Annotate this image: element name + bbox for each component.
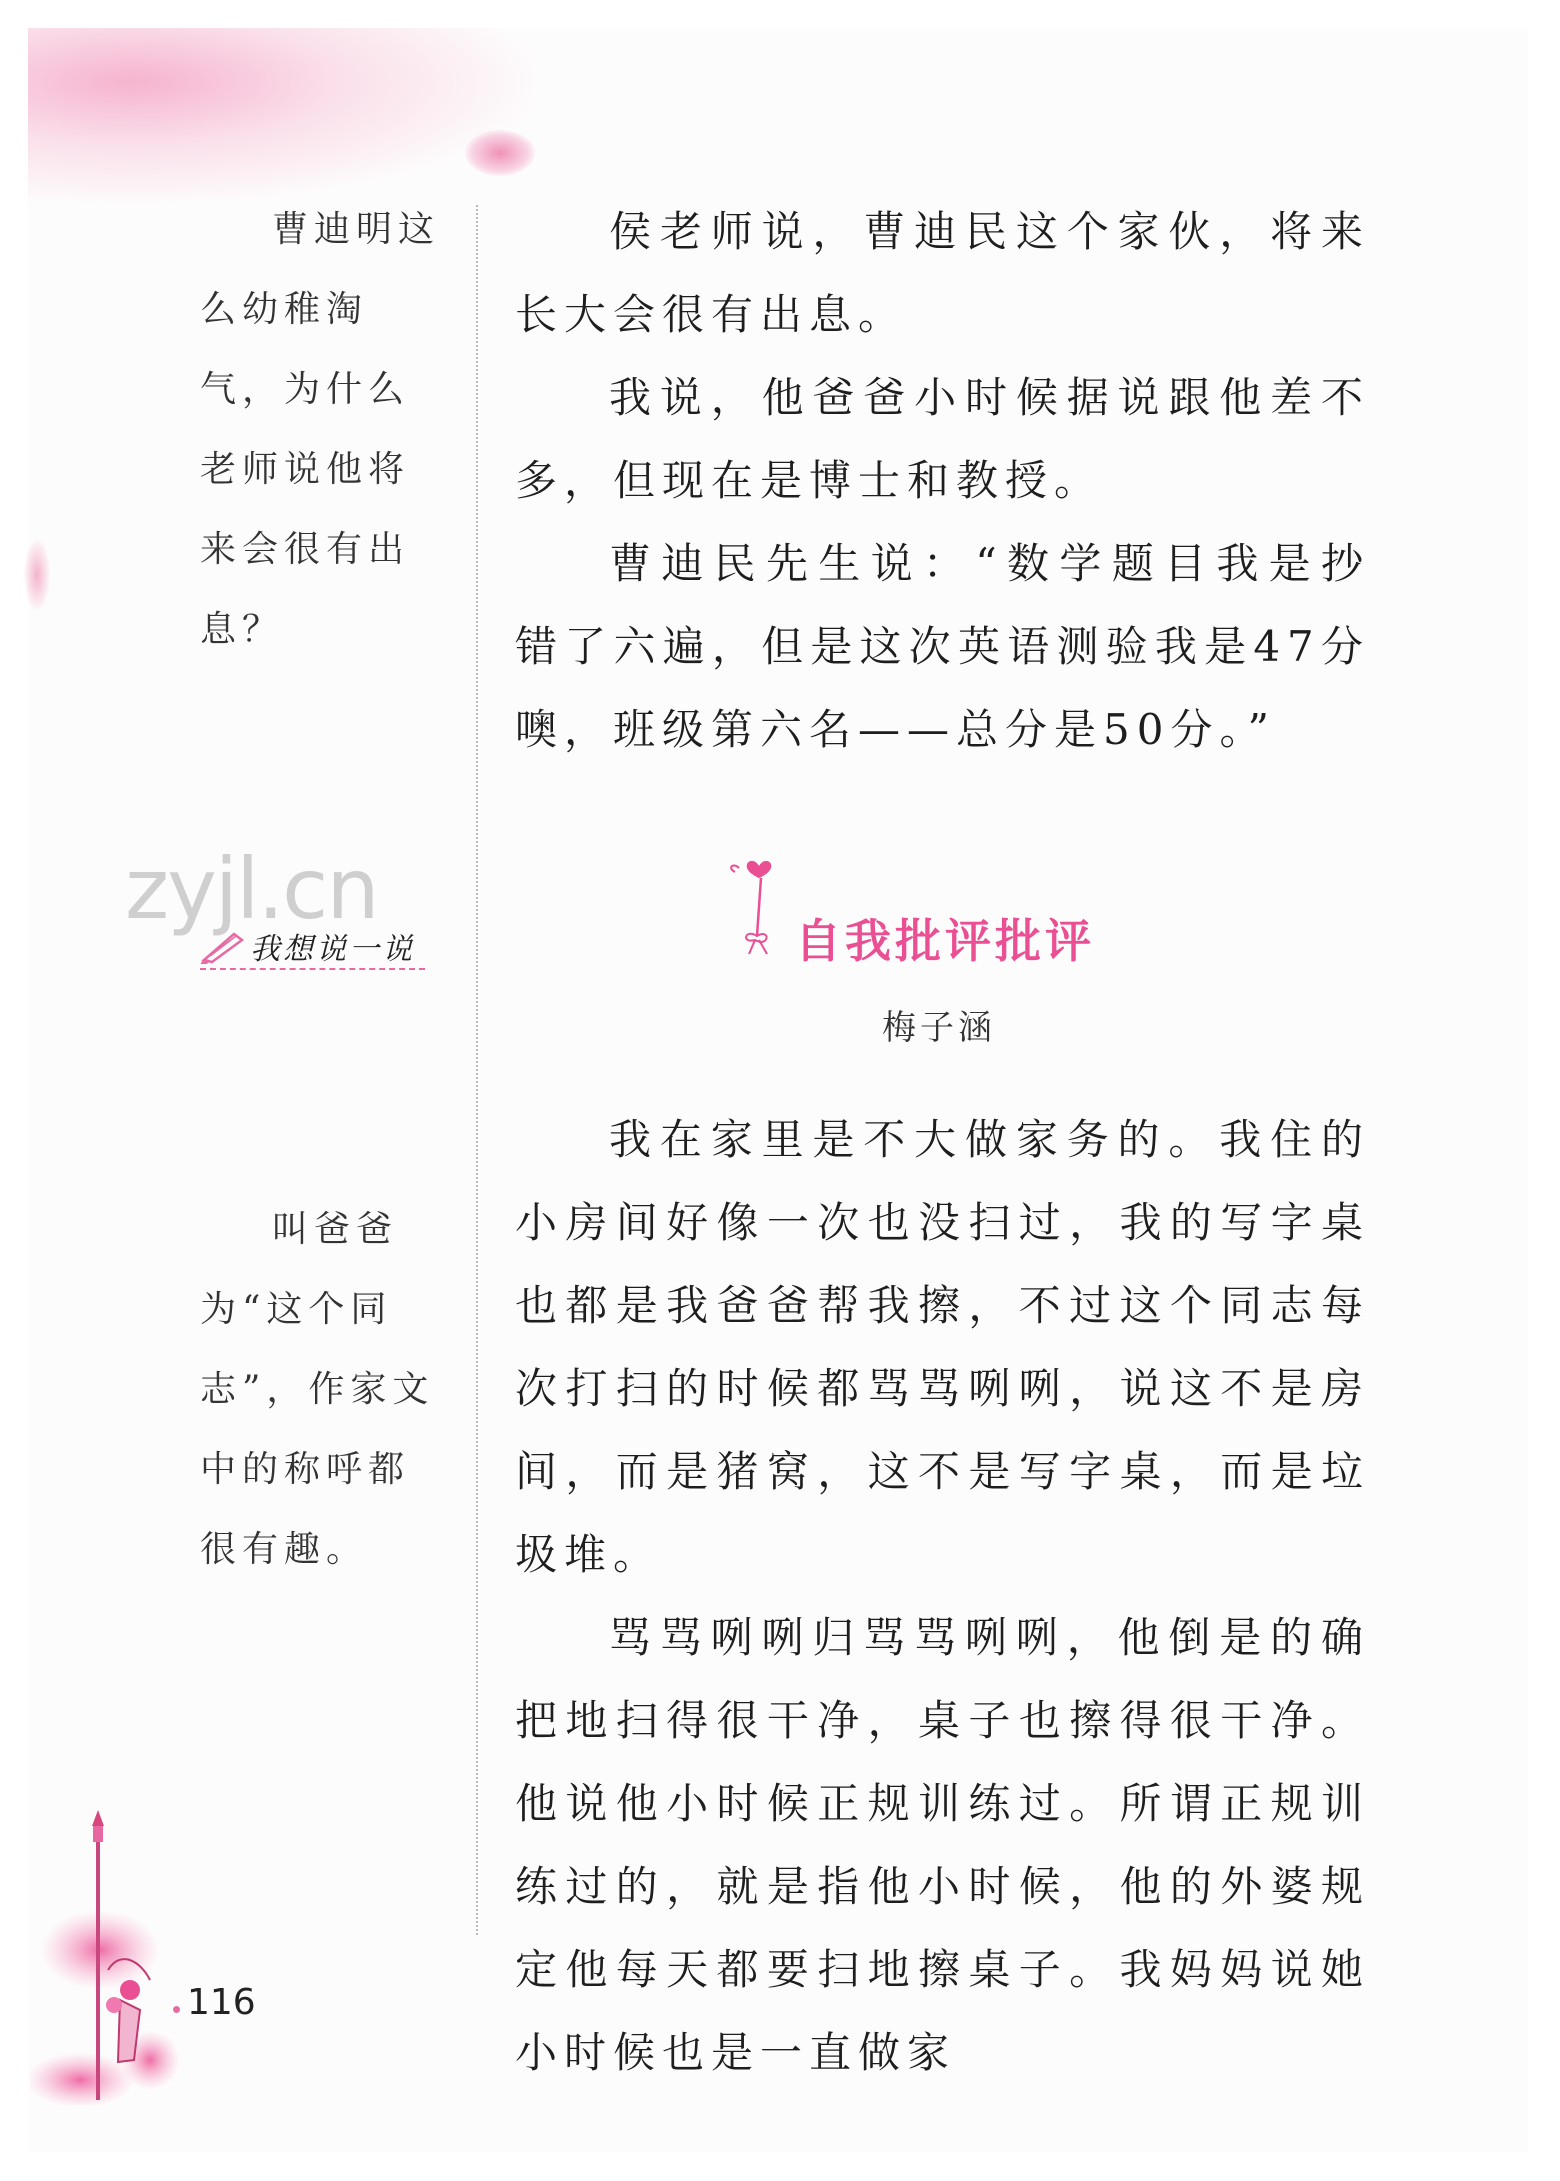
- column-divider: [476, 205, 478, 1935]
- watercolor-decoration: [28, 28, 548, 208]
- story-paragraph: 骂骂咧咧归骂骂咧咧，他倒是的确把地扫得很干净，桌子也擦得很干净。他说他小时候正规训练过。所谓正规训练过的，就是指他小时候，他的外婆规定他每天都要扫地擦桌子。我妈妈说她小时候也是一直做家: [515, 1613, 1370, 2077]
- side-note-2: 叫爸爸为“这个同志”，作家文中的称呼都很有趣。: [200, 1209, 435, 1570]
- story-author: 梅子涵: [882, 1008, 996, 1048]
- story-section-top: [515, 190, 1370, 771]
- lamp-flower-illustration: [30, 1800, 205, 2105]
- story-paragraph: 我在家里是不大做家务的。我住的小房间好像一次也没扫过，我的写字桌也都是我爸爸帮我擦，不过这个同志每次打扫的时候都骂骂咧咧，说这不是房间，而是猪窝，这不是写字桌，而是垃圾堆。: [515, 1115, 1370, 1579]
- heart-ribbon-icon: [715, 848, 785, 958]
- page-number-dot: [173, 2006, 180, 2013]
- page-number: 116: [187, 1982, 256, 2023]
- story-paragraph: 侯老师说，曹迪民这个家伙，将来长大会很有出息。: [515, 207, 1370, 339]
- say-section: [200, 920, 425, 970]
- story-paragraph: 曹迪民先生说：“数学题目我是抄错了六遍，但是这次英语测验我是47分噢，班级第六名——总分是50分。”: [515, 539, 1370, 754]
- watermark: zyjl.cn: [125, 840, 378, 938]
- side-note-1: 曹迪明这么幼稚淘气，为什么老师说他将来会很有出息？: [200, 209, 441, 650]
- watercolor-blob-side: [24, 540, 50, 610]
- story-paragraph: 我说，他爸爸小时候据说跟他差不多，但现在是博士和教授。: [515, 373, 1370, 505]
- say-label: 我想说一说: [250, 932, 415, 967]
- watercolor-blob: [465, 130, 535, 176]
- story-title: 自我批评批评: [795, 914, 1095, 968]
- story-section-bottom: [515, 1098, 1370, 2094]
- pen-icon: [200, 928, 248, 964]
